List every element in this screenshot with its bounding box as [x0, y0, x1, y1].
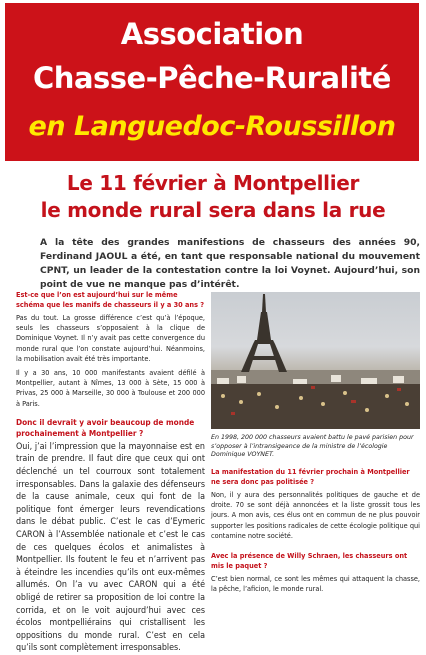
answer-1-part-1: Pas du tout. La grosse différence c’est qu’à l’époque, seuls les chasseurs s’opposaient à la clique de Dominique Voynet. Il n’y avait pas cette convergence du monde rural que l’on constate aujourd’hui. Néanmoins, la mobilisation avait été très importante.: [16, 313, 205, 363]
answer-3: Non, il y aura des personnalités politiques de gauche et de droite. 70 se sont déjà annoncées et la liste grossit tous les jours. A mon avis, ces élus ont en commun de ne plus pouvoir supporter les positions radicales de cette écologie politique qui contamine notre société.: [211, 490, 420, 540]
question-3: La manifestation du 11 février prochain à Montpellier ne sera donc pas politisée ?: [211, 467, 410, 486]
title-banner: [5, 3, 419, 161]
banner-title-line3: en Languedoc-Roussillon: [28, 111, 396, 142]
headline-line2: le monde rural sera dans la rue: [40, 198, 386, 222]
question-1: Est-ce que l’on est aujourd’hui sur le même schéma que les manifs de chasseurs il y a 30 ans ?: [16, 290, 205, 309]
banner-title-line1: Association: [120, 17, 304, 51]
banner-title-line2: Chasse-Pêche-Ruralité: [33, 61, 391, 95]
protest-photo: [211, 292, 420, 429]
photo-caption: En 1998, 200 000 chasseurs avaient battu le pavé parisien pour s’opposer à l’intransigeance de la ministre de l’écologie Dominique VOYNET.: [211, 434, 414, 458]
intro-paragraph: A la tête des grandes manifestions de chasseurs des années 90, Ferdinand JAOUL a été, en tant que responsable national du mouvement CPNT, un leader de la contestation contre la loi Voynet. Aujourd’hui, son point de vue ne manque pas d’intérêt.: [40, 237, 420, 290]
headline-line1: Le 11 février à Montpellier: [66, 171, 360, 195]
answer-4: C’est bien normal, ce sont les mêmes qui attaquent la chasse, la pêche, l’aficion, le monde rural.: [211, 574, 420, 594]
question-2: Donc il devrait y avoir beaucoup de monde prochainement à Montpellier ?: [16, 416, 195, 438]
left-column: [16, 290, 205, 655]
answer-1-part-2: Il y a 30 ans, 10 000 manifestants avaient défilé à Montpellier, autant à Nîmes, 13 000 à Sète, 15 000 à Privas, 25 000 à Marseille, 30 000 à Toulouse et 200 000 à Paris.: [16, 368, 205, 408]
question-4: Avec la présence de Willy Schraen, les chasseurs ont mis le paquet ?: [211, 551, 408, 571]
eiffel-tower-crowd-illustration: [211, 292, 420, 429]
right-column: [211, 467, 420, 594]
answer-2: Oui, j’ai l’impression que la mayonnaise est en train de prendre. Il faut dire que ceux qui ont déclenché un tel courroux sont totalement irresponsables. Dans la galaxie des défenseurs de la cause animale, ceux qui font de la politique font émerger leurs revendications dans le débat public. C’est le cas d’Eymeric CARON à l’Assemblée nationale et c’est le cas de ces quelques écolos et animalistes à Montpellier. Ils foutent le feu et n’arrivent pas à éteindre les incendies qu’ils ont eux-mêmes allumés. On l’a vu avec CARON qui a été obligé de retirer sa proposition de loi contre la corrida, et on le voit aujourd’hui avec ces écolos montpelliérains qui cristallisent les oppositions du monde rural. C’est en cela qu’ils sont complètement irresponsables.: [16, 441, 205, 654]
